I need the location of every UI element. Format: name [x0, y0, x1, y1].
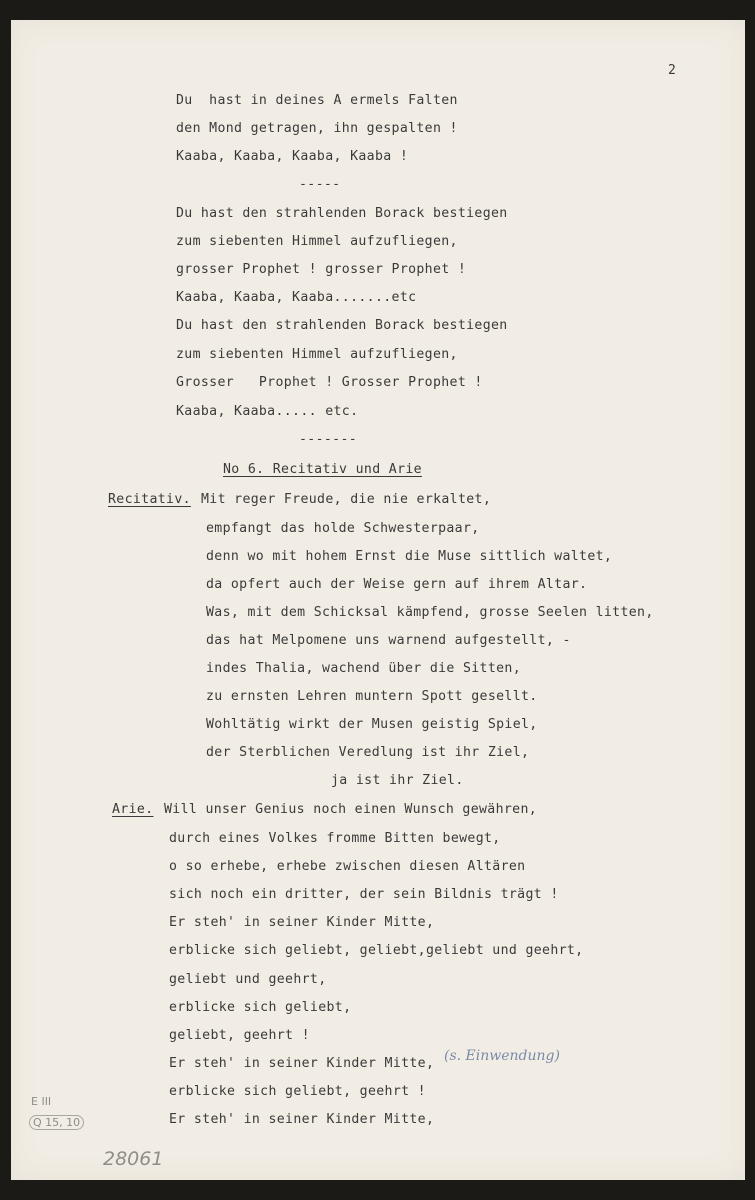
- verse-line: Kaaba, Kaaba, Kaaba.......etc: [176, 290, 417, 305]
- section-heading: No 6. Recitativ und Arie: [223, 462, 422, 477]
- verse-line: zum siebenten Himmel aufzufliegen,: [176, 234, 458, 249]
- recitativ-line: empfangt das holde Schwesterpaar,: [206, 521, 480, 536]
- recitativ-line: Wohltätig wirkt der Musen geistig Spiel,: [206, 717, 538, 732]
- arie-line: Er steh' in seiner Kinder Mitte,: [169, 915, 435, 930]
- recitativ-line: denn wo mit hohem Ernst die Muse sittlich waltet,: [206, 549, 613, 564]
- recitativ-line: ja ist ihr Ziel.: [331, 773, 464, 788]
- recitativ-line: Mit reger Freude, die nie erkaltet,: [201, 492, 492, 507]
- arie-line: Er steh' in seiner Kinder Mitte,: [169, 1112, 435, 1127]
- verse-line: Du hast den strahlenden Borack bestiegen: [176, 206, 508, 221]
- arie-line: Er steh' in seiner Kinder Mitte,: [169, 1056, 435, 1071]
- arie-line: Will unser Genius noch einen Wunsch gewähren,: [164, 802, 538, 817]
- verse-line: Kaaba, Kaaba, Kaaba, Kaaba !: [176, 149, 409, 164]
- arie-line: durch eines Volkes fromme Bitten bewegt,: [169, 831, 501, 846]
- verse-line: Grosser Prophet ! Grosser Prophet !: [176, 375, 483, 390]
- recitativ-line: da opfert auch der Weise gern auf ihrem Altar.: [206, 577, 588, 592]
- verse-line: den Mond getragen, ihn gespalten !: [176, 121, 458, 136]
- arie-line: erblicke sich geliebt, geliebt,geliebt und geehrt,: [169, 943, 584, 958]
- recitativ-line: Was, mit dem Schicksal kämpfend, grosse Seelen litten,: [206, 605, 654, 620]
- arie-line: geliebt und geehrt,: [169, 972, 327, 987]
- verse-line: Du hast in deines A ermels Falten: [176, 93, 458, 108]
- arie-line: erblicke sich geliebt, geehrt !: [169, 1084, 426, 1099]
- archive-circled-code: Q 15, 10: [29, 1115, 84, 1130]
- archive-signature: E III: [31, 1095, 52, 1108]
- arie-line: o so erhebe, erhebe zwischen diesen Altären: [169, 859, 526, 874]
- recitativ-line: indes Thalia, wachend über die Sitten,: [206, 661, 522, 676]
- recitativ-line: der Sterblichen Veredlung ist ihr Ziel,: [206, 745, 530, 760]
- inventory-number: 28061: [103, 1148, 164, 1170]
- divider: -----: [299, 177, 341, 192]
- verse-line: Du hast den strahlenden Borack bestiegen: [176, 318, 508, 333]
- verse-line: grosser Prophet ! grosser Prophet !: [176, 262, 467, 277]
- recitativ-line: das hat Melpomene uns warnend aufgestellt, -: [206, 633, 571, 648]
- verse-line: zum siebenten Himmel aufzufliegen,: [176, 347, 458, 362]
- divider: -------: [299, 432, 358, 447]
- recitativ-label: Recitativ.: [108, 492, 191, 507]
- document-page: [11, 20, 745, 1180]
- arie-line: sich noch ein dritter, der sein Bildnis trägt !: [169, 887, 559, 902]
- recitativ-line: zu ernsten Lehren muntern Spott gesellt.: [206, 689, 538, 704]
- arie-line: geliebt, geehrt !: [169, 1028, 310, 1043]
- arie-line: erblicke sich geliebt,: [169, 1000, 352, 1015]
- arie-label: Arie.: [112, 802, 154, 817]
- verse-line: Kaaba, Kaaba..... etc.: [176, 404, 359, 419]
- handwritten-note: (s. Einwendung): [444, 1048, 560, 1064]
- page-number: 2: [668, 63, 676, 78]
